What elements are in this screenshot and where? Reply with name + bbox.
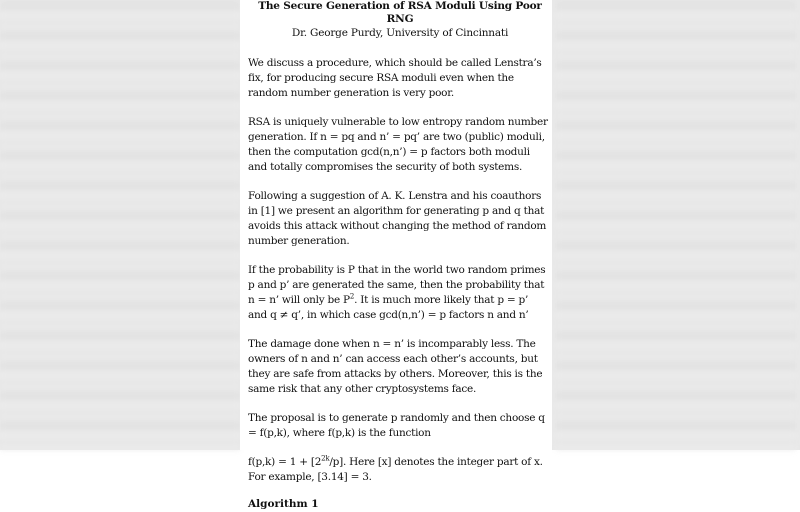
- formula-text-start: f(p,k) = 1 + [2: [248, 456, 322, 468]
- paper-author: Dr. George Purdy, University of Cincinnati: [291, 27, 509, 39]
- algorithm-heading: Algorithm 1: [248, 498, 319, 510]
- probability-text-end: . It is much more likely that p = p’ and q ≠ q’, in which case gcd(n,n’) = p factors n and n’: [248, 294, 529, 321]
- document-page: [240, 0, 552, 510]
- probability-exponent: 2: [349, 292, 355, 301]
- formula-exponent: 2k: [321, 454, 330, 463]
- probability-text-start: If the probability is P that in the world two random primes p and p’ are generated the same, then the probability that n = n’ will only be P: [248, 264, 546, 306]
- paragraph-formula: [248, 455, 548, 485]
- blurred-left-margin: [0, 0, 240, 450]
- blurred-right-margin: [556, 0, 796, 450]
- paragraph-lenstra-suggestion: Following a suggestion of A. K. Lenstra and his coauthors in [1] we present an algorithm for generating p and q that avoids this attack without changing the method of random number generation.: [248, 190, 547, 247]
- paragraph-probability: [248, 263, 548, 323]
- paragraph-intro: We discuss a procedure, which should be called Lenstra’s fix, for producing secure RSA moduli even when the random number generation is very poor.: [248, 57, 542, 99]
- paragraph-rsa-vulnerability: RSA is uniquely vulnerable to low entropy random number generation. If n = pq and n’ = pq’ are two (public) moduli, then the computation gcd(n,n’) = p factors both moduli and totally compromises the security of both systems.: [248, 116, 548, 173]
- paragraph-proposal: The proposal is to generate p randomly and then choose q = f(p,k), where f(p,k) is the function: [248, 412, 545, 439]
- formula-text-end: /p]. Here [x] denotes the integer part of x. For example, [3.14] = 3.: [248, 456, 543, 483]
- paper-title: The Secure Generation of RSA Moduli Using Poor RNG: [258, 0, 542, 25]
- paragraph-damage: The damage done when n = n’ is incomparably less. The owners of n and n’ can access each other’s accounts, but they are safe from attacks by others. Moreover, this is the same risk that any other cryptosystems face.: [248, 338, 543, 395]
